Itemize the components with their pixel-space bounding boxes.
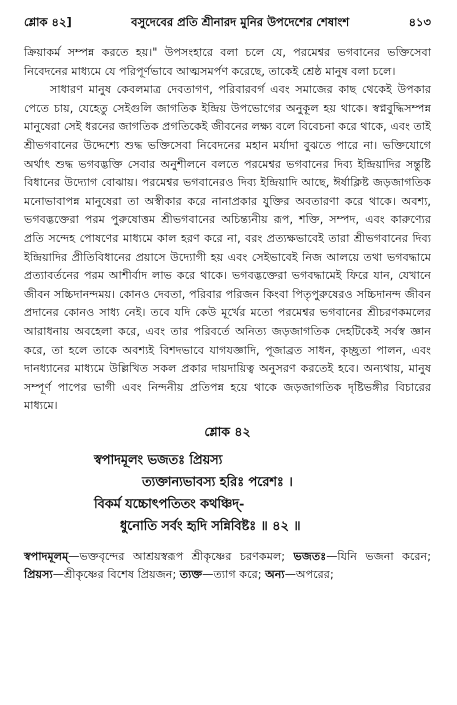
synonym-term: ত্যক্ত xyxy=(179,568,203,582)
verse-line: স্বপাদমূলং ভজতঃ প্রিয়স্য xyxy=(94,452,223,468)
synonym-term: প্রিয়স্য xyxy=(24,568,53,582)
purport-text xyxy=(24,44,431,416)
page-number: ৪১৩ xyxy=(408,15,431,29)
header-chapter-title: বসুদেবের প্রতি শ্রীনারদ মুনির উপদেশের শেষাংশ xyxy=(131,15,350,29)
synonym-term: স্বপাদমূলম্ xyxy=(24,549,69,563)
paragraph: সাধারণ মানুষ কেবলমাত্র দেবতাগণ, পরিবারবর্গ এবং সমাজের কাছ থেকেই উপকার পেতে চায়, যেহেতু সেইগুলি জাগতিক ইন্দ্রিয় উপভোগের অনুকূল হয় থাকে। স্বপ্নবুদ্ধিসম্পন্ন মানুষেরা সেই ধরনের জাগতিক প্রগতিকেই জীবনের লক্ষ্য বলে বিবেচনা করে থাকে, এবং তাই শ্রীভগবানের উদ্দেশ্যে শুদ্ধ ভক্তিসেবা নিবেদনের মহান মর্যাদা বুঝতে পারে না। ভক্তিযোগে অর্থাৎ শুদ্ধ ভগবদ্ভক্তি সেবার অনুশীলনে বলতে পরমেশ্বর ভগবানের দিব্য ইন্দ্রিয়াদির সন্তুষ্টি বিধানের উদ্যোগ বোঝায়। পরমেশ্বর ভগবানেরও দিব্য ইন্দ্রিয়াদি আছে, ঈর্ষাক্লিষ্ট জড়জাগতিক মনোভাবাপন্ন মানুষেরা তা অস্বীকার করে নানাপ্রকার যুক্তির অবতারণা করে থাকে। অবশ্য, ভগবদ্ভক্তেরা পরম পুরুষোত্তম শ্রীভগবানের অচিন্ত্যনীয় রূপ, শক্তি, সম্পদ, এবং কারুণ্যের প্রতি সন্দেহ পোষণের মাধ্যমে কাল হরণ করে না, বরং প্রত্যক্ষভাবেই তারা শ্রীভগবানের দিব্য ইন্দ্রিয়াদির প্রীতিবিধানের প্রয়াসে উদ্যোগী হয় এবং সেইভাবেই নিজ আলয়ে তথা ভগবদ্ধামে প্রত্যাবর্তনের পরম আশীর্বাদ লাভ করে থাকে। ভগবদ্ভক্তেরা ভগবদ্ধামেই ফিরে যান, যেখানে জীবন সচ্চিদানন্দময়। কোনও দেবতা, পরিবার পরিজন কিংবা পিতৃপুরুষেরও সচ্চিদানন্দ জীবন প্রদানের কোনও সাধ্য নেই। তবে যদি কেউ মূর্খের মতো পরমেশ্বর ভগবানের শ্রীচরণকমলের আরাধনায় অবহেলা করে, এবং তার পরিবর্তে অনিত্য জড়জাগতিক দেহটিকেই সর্বস্ব জ্ঞান করে, তা হলে তাকে অবশ্যই বিশদভাবে যাগযজ্ঞাদি, পূজাব্রত সাধন, কৃচ্ছ্রতা পালন, এবং দানধ্যানের মাধ্যমে উল্লিখিত সকল প্রকার দায়দায়িত্ব অনুসরণ করতেই হবে। অন্যথায়, মানুষ সম্পূর্ণ পাপের ভাগী এবং নিন্দনীয় প্রতিপন্ন হয়ে থাকে জড়জাগতিক দৃষ্টিভঙ্গীর বিচারের মাধ্যমে। xyxy=(24,83,431,413)
header-verse-ref: শ্লোক ৪২] xyxy=(24,15,72,29)
verse-block xyxy=(24,450,431,538)
verse-line: ধুনোতি সর্বং হৃদি সন্নিবিষ্টঃ ॥ ৪২ ॥ xyxy=(120,518,301,534)
synonym-meaning: —যিনি ভজনা করেন; xyxy=(326,549,431,563)
synonym-meaning: —ভক্তবৃন্দের আশ্রয়স্বরূপ শ্রীকৃষ্ণের চরণকমল; xyxy=(68,549,294,563)
synonym-term: ভজতঃ xyxy=(293,549,327,563)
running-header xyxy=(24,14,431,34)
paragraph: ক্রিয়াকর্ম সম্পন্ন করতে হয়।" উপসংহারে বলা চলে যে, পরমেশ্বর ভগবানের ভক্তিসেবা নিবেদনের মাধ্যমে যে পরিপূর্ণভাবে আত্মসমর্পণ করেছে, তাকেই শ্রেষ্ঠ মানুষ বলা চলে। xyxy=(24,46,431,78)
synonym-meaning: —অপরের; xyxy=(284,568,334,582)
verse-line: বিকর্ম যচ্চোৎপতিতং কথঞ্চিদ্- xyxy=(94,496,245,512)
verse-line: ত্যক্তান্যভাবস্য হরিঃ পরেশঃ । xyxy=(142,474,293,490)
synonym-term: অন্য xyxy=(265,568,285,582)
synonym-meaning: —ত্যাগ করে; xyxy=(202,568,266,582)
synonym-meaning: —শ্রীকৃষ্ণের বিশেষ প্রিয়জন; xyxy=(52,568,180,582)
verse-title: শ্লোক ৪২ xyxy=(204,423,251,439)
synonyms xyxy=(24,548,431,585)
